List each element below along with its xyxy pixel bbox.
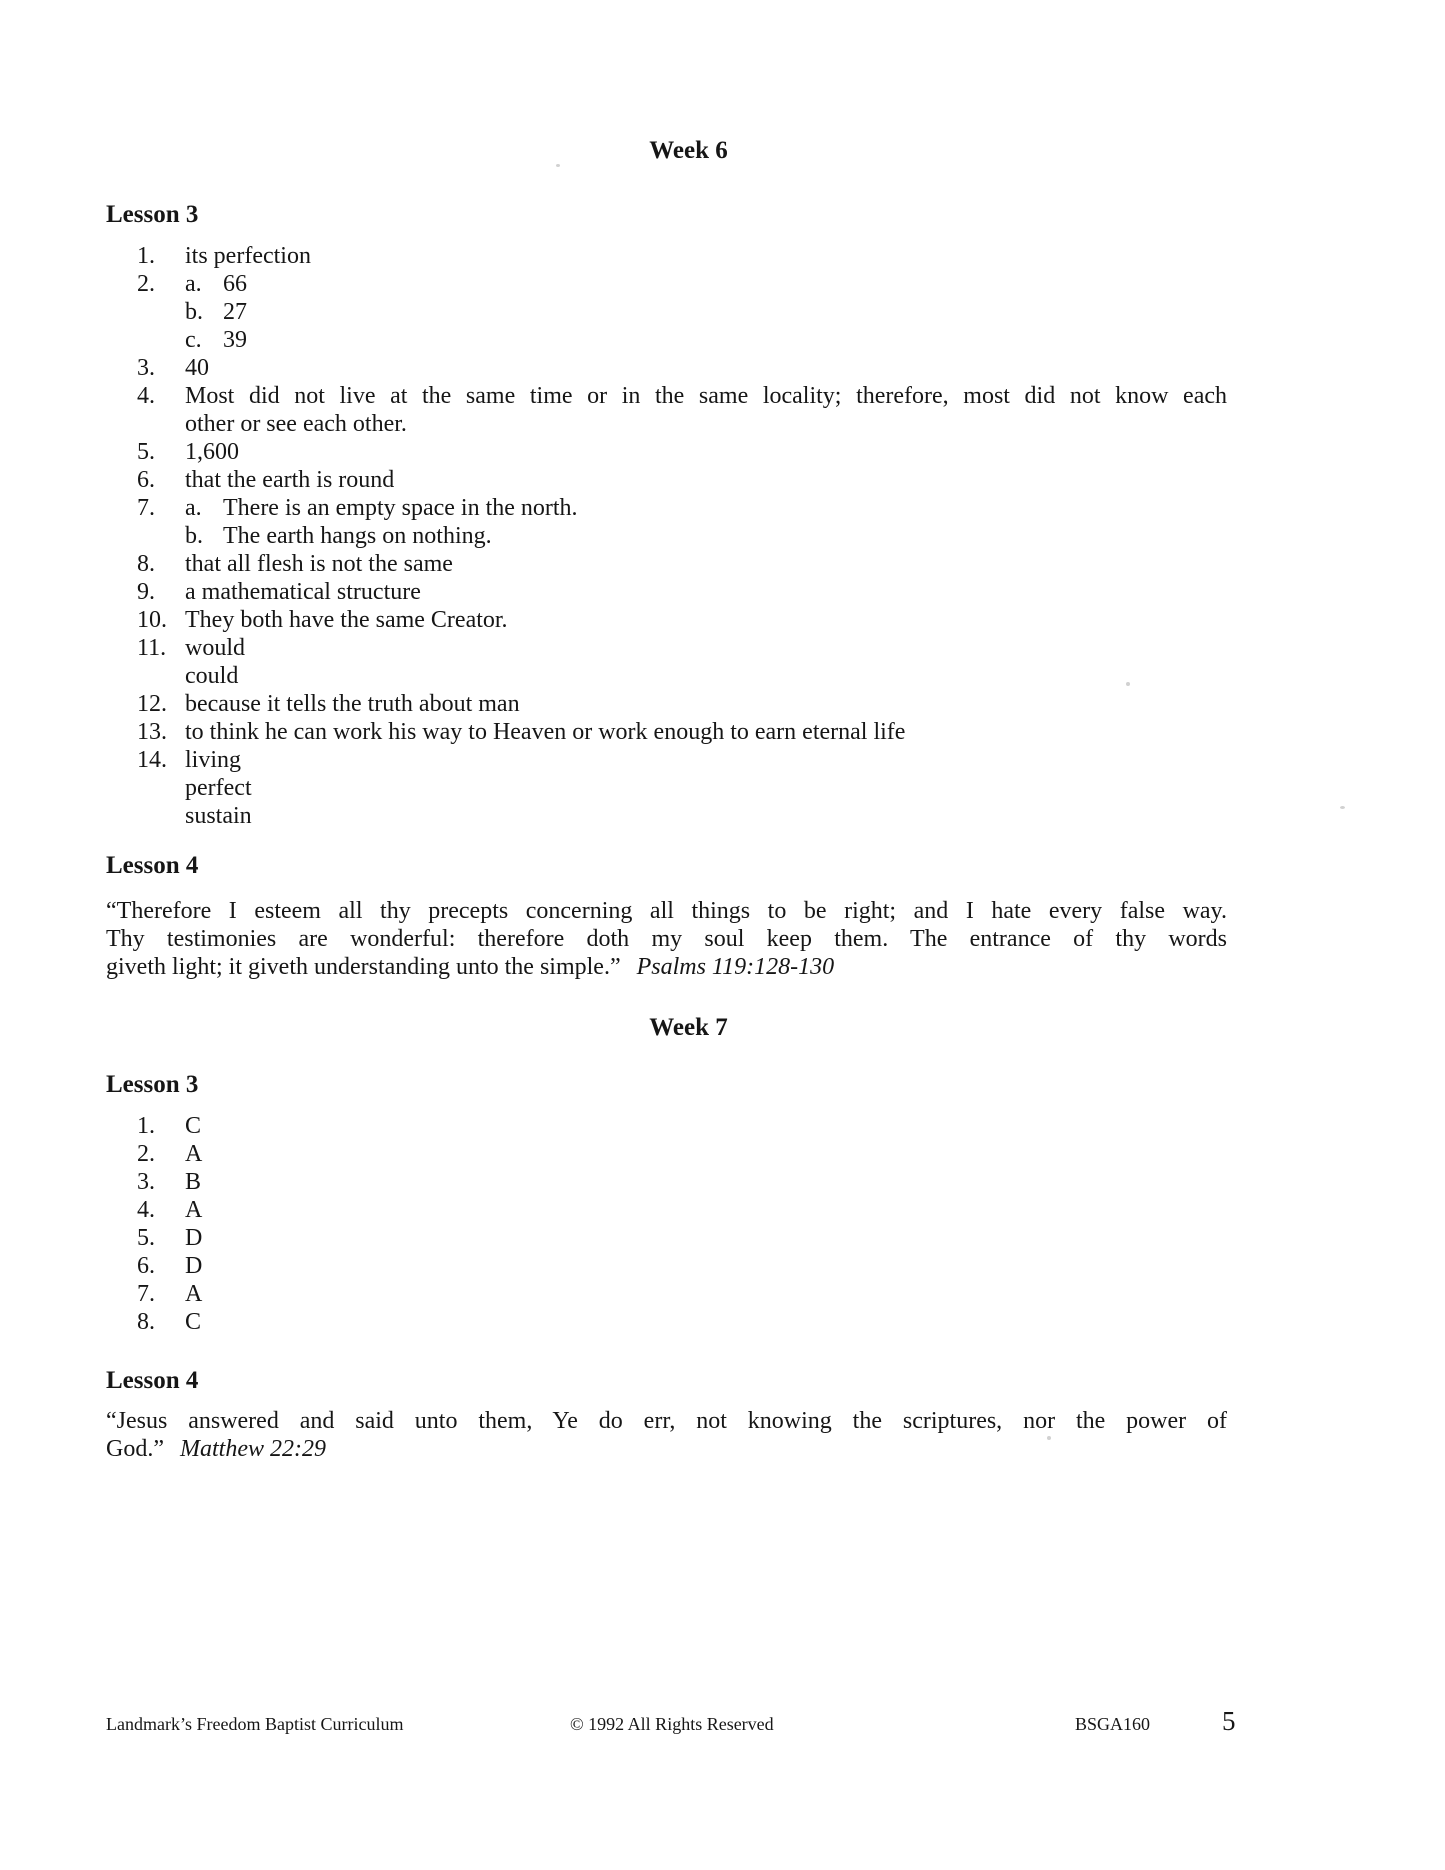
item-number: 6. [137,467,155,493]
list-item [137,354,1227,382]
item-text: that all flesh is not the same [185,551,453,577]
sub-letter: b. [185,523,203,549]
item-number: 12. [137,691,167,717]
page-number: 5 [1222,1706,1236,1736]
scan-speck [556,164,560,167]
item-text: C [185,1309,202,1335]
quote-line: “Jesus answered and said unto them, Ye do err, not knowing the scriptures, nor the power of [106,1408,1227,1434]
quote-line [106,1435,1227,1463]
list-item [137,1140,202,1168]
scan-speck [1126,682,1130,686]
item-number: 1. [137,1113,155,1139]
list-item [137,1196,202,1224]
item-text-line1: Most did not live at the same time or in the same locality; therefore, most did not know each [185,383,1227,409]
item-text: They both have the same Creator. [185,607,508,633]
list-item [137,746,1227,774]
list-item [137,1112,202,1140]
item-number: 8. [137,551,155,577]
item-text: A [185,1141,203,1167]
scripture-reference: Matthew 22:29 [179,1436,326,1462]
item-text: to think he can work his way to Heaven or work enough to earn eternal life [185,719,906,745]
item-number: 2. [137,1141,155,1167]
item-text: 40 [185,355,209,381]
item-number: 7. [137,495,155,521]
list-item [137,466,1227,494]
item-text: living [185,747,242,773]
item-text: because it tells the truth about man [185,691,520,717]
list-item [137,662,1227,690]
item-number: 4. [137,383,155,409]
list-item [137,578,1227,606]
item-text: a mathematical structure [185,579,421,605]
list-item [137,774,1227,802]
list-item [137,1252,202,1280]
sub-letter: a. [185,271,202,297]
item-text: that the earth is round [185,467,395,493]
list-item [137,606,1227,634]
list-item [137,1308,202,1336]
week6-lesson4-heading: Lesson 4 [106,852,199,879]
item-text: 1,600 [185,439,239,465]
sub-text: 27 [223,299,247,325]
item-text: would [185,635,245,661]
week7-lesson3-answer-list [137,1112,202,1336]
list-item [137,1280,202,1308]
item-text-wrap [185,382,1227,438]
item-text: D [185,1253,203,1279]
item-number: 14. [137,747,167,773]
item-number: 5. [137,1225,155,1251]
quote-text: giveth light; it giveth understanding unto the simple.” [106,954,621,980]
sub-text: 66 [223,271,247,297]
item-number: 6. [137,1253,155,1279]
item-text: D [185,1225,203,1251]
week6-lesson3-answer-list [137,242,1227,830]
list-item [137,494,1227,522]
item-text-line2: other or see each other. [185,411,407,437]
list-item [137,298,1227,326]
item-number: 4. [137,1197,155,1223]
item-number: 5. [137,439,155,465]
week7-heading: Week 7 [649,1014,728,1041]
scripture-reference: Psalms 119:128-130 [636,954,835,980]
item-text-continuation: could [185,663,239,689]
quote-text: God.” [106,1436,164,1462]
item-text: B [185,1169,202,1195]
item-number: 8. [137,1309,155,1335]
item-text: its perfection [185,243,311,269]
week6-heading: Week 6 [649,137,728,164]
sub-text: 39 [223,327,247,353]
list-item [137,270,1227,298]
item-number: 10. [137,607,167,633]
item-text: A [185,1281,203,1307]
item-number: 2. [137,271,155,297]
item-number: 7. [137,1281,155,1307]
list-item [137,550,1227,578]
week7-lesson4-quote [106,1407,1227,1463]
quote-line: “Therefore I esteem all thy precepts concerning all things to be right; and I hate every false way. [106,898,1227,924]
quote-line [106,953,1227,981]
list-item [137,718,1227,746]
week7-lesson3-heading: Lesson 3 [106,1071,199,1098]
list-item [137,326,1227,354]
item-number: 3. [137,355,155,381]
sub-text: There is an empty space in the north. [223,495,578,521]
item-number: 11. [137,635,167,661]
sub-letter: b. [185,299,203,325]
item-number: 3. [137,1169,155,1195]
scan-speck [1047,1436,1051,1440]
list-item [137,522,1227,550]
list-item [137,1224,202,1252]
list-item [137,1168,202,1196]
footer-publisher: Landmark’s Freedom Baptist Curriculum [106,1714,404,1734]
item-number: 1. [137,243,155,269]
sub-text: The earth hangs on nothing. [223,523,492,549]
sub-letter: c. [185,327,202,353]
list-item [137,242,1227,270]
list-item [137,634,1227,662]
item-text-continuation: sustain [185,803,252,829]
scan-speck [1340,806,1345,809]
item-text-continuation: perfect [185,775,252,801]
list-item [137,690,1227,718]
footer-copyright: © 1992 All Rights Reserved [570,1714,774,1734]
item-number: 9. [137,579,155,605]
week6-lesson3-heading: Lesson 3 [106,201,199,228]
week6-lesson4-quote [106,897,1227,981]
item-text: C [185,1113,202,1139]
list-item [137,382,1227,438]
item-number: 13. [137,719,167,745]
week7-lesson4-heading: Lesson 4 [106,1367,199,1394]
list-item [137,802,1227,830]
footer-code: BSGA160 [1075,1714,1151,1734]
quote-line: Thy testimonies are wonderful: therefore doth my soul keep them. The entrance of thy words [106,926,1227,952]
item-text: A [185,1197,203,1223]
list-item [137,438,1227,466]
sub-letter: a. [185,495,202,521]
